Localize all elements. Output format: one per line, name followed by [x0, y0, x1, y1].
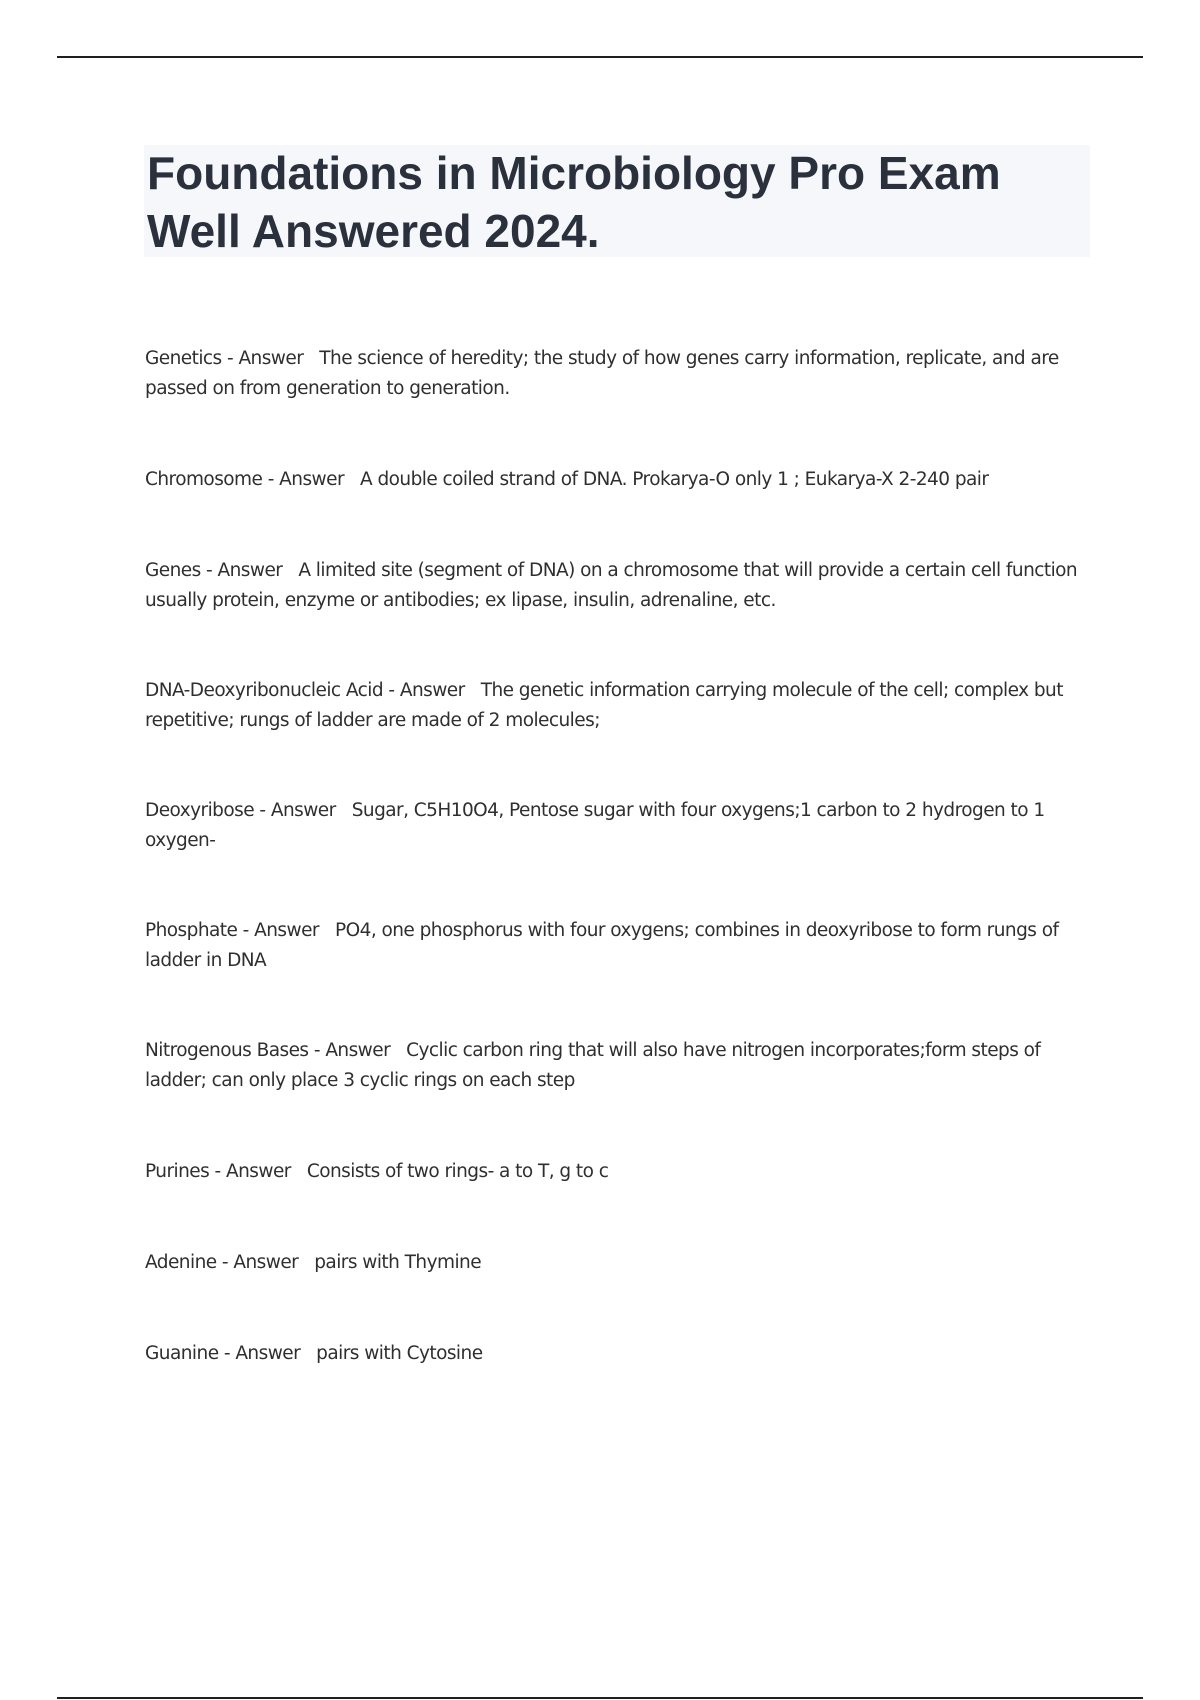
qa-entry-dna: DNA-Deoxyribonucleic Acid - Answer The genetic information carrying molecule of the cell; complex but repetitive; rungs of ladder are made of 2 molecules; — [145, 680, 1063, 731]
entry-answer-label: Answer — [254, 920, 319, 941]
entry-answer: The genetic information carrying molecule of the cell; complex but repetitive; rungs of ladder are made of 2 molecules; — [145, 680, 1063, 731]
entry-answer-label: Answer — [279, 469, 345, 490]
entry-answer-label: Answer — [325, 1040, 391, 1061]
entry-answer-label: Answer — [238, 348, 304, 369]
entry-term: Phosphate — [145, 920, 238, 941]
qa-entry-nitrogenous-bases: Nitrogenous Bases - Answer Cyclic carbon ring that will also have nitrogen incorporates;form steps of ladder; can only place 3 cyclic rings on each step — [145, 1040, 1041, 1091]
page-title: Foundations in Microbiology Pro Exam Well Answered 2024. — [147, 147, 1001, 257]
qa-entry-chromosome: Chromosome - Answer A double coiled strand of DNA. Prokarya-O only 1 ; Eukarya-X 2-240 pair — [145, 469, 989, 490]
entry-answer: Sugar, C5H10O4, Pentose sugar with four oxygens;1 carbon to 2 hydrogen to 1 oxygen- — [145, 800, 1045, 851]
entry-answer: pairs with Thymine — [314, 1252, 482, 1273]
entry-answer: pairs with Cytosine — [316, 1343, 483, 1364]
entry-answer-label: Answer — [399, 680, 465, 701]
entry-term: Purines — [145, 1161, 210, 1182]
entry-term: Chromosome — [145, 469, 263, 490]
entry-term: Guanine — [145, 1343, 219, 1364]
entry-answer-label: Answer — [235, 1343, 301, 1364]
entry-answer: Cyclic carbon ring that will also have nitrogen incorporates;form steps of ladder; can only place 3 cyclic rings on each step — [145, 1040, 1041, 1091]
qa-entry-adenine: Adenine - Answer pairs with Thymine — [145, 1252, 482, 1273]
top-rule — [57, 56, 1143, 58]
entry-term: Adenine — [145, 1252, 217, 1273]
entry-term: DNA-Deoxyribonucleic Acid — [145, 680, 384, 701]
entry-term: Genetics — [145, 348, 222, 369]
qa-entry-phosphate: Phosphate - Answer PO4, one phosphorus with four oxygens; combines in deoxyribose to form rungs of ladder in DNA — [145, 920, 1059, 971]
entry-answer: PO4, one phosphorus with four oxygens; combines in deoxyribose to form rungs of ladder in DNA — [145, 920, 1059, 971]
entry-term: Deoxyribose — [145, 800, 255, 821]
entry-answer: The science of heredity; the study of how genes carry information, replicate, and are passed on from generation to generation. — [145, 348, 1059, 399]
entry-answer: Consists of two rings- a to T, g to c — [306, 1161, 609, 1182]
qa-entry-purines: Purines - Answer Consists of two rings- a to T, g to c — [145, 1161, 609, 1182]
entry-answer: A double coiled strand of DNA. Prokarya-O only 1 ; Eukarya-X 2-240 pair — [360, 469, 989, 490]
qa-entry-guanine: Guanine - Answer pairs with Cytosine — [145, 1343, 483, 1364]
entry-term: Genes — [145, 560, 201, 581]
entry-term: Nitrogenous Bases — [145, 1040, 309, 1061]
qa-entry-genetics: Genetics - Answer The science of heredity; the study of how genes carry information, replicate, and are passed on from generation to generation. — [145, 348, 1059, 399]
entry-answer-label: Answer — [233, 1252, 299, 1273]
qa-entry-genes: Genes - Answer A limited site (segment of DNA) on a chromosome that will provide a certain cell function usually protein, enzyme or antibodies; ex lipase, insulin, adrenaline, etc. — [145, 560, 1078, 611]
qa-entry-deoxyribose: Deoxyribose - Answer Sugar, C5H10O4, Pentose sugar with four oxygens;1 carbon to 2 hydrogen to 1 oxygen- — [145, 800, 1045, 851]
entry-answer-label: Answer — [217, 560, 283, 581]
entry-answer-label: Answer — [270, 800, 336, 821]
entry-answer-label: Answer — [226, 1161, 291, 1182]
entry-answer: A limited site (segment of DNA) on a chromosome that will provide a certain cell function usually protein, enzyme or antibodies; ex lipase, insulin, adrenaline, etc. — [145, 560, 1078, 611]
bottom-rule — [57, 1697, 1143, 1699]
